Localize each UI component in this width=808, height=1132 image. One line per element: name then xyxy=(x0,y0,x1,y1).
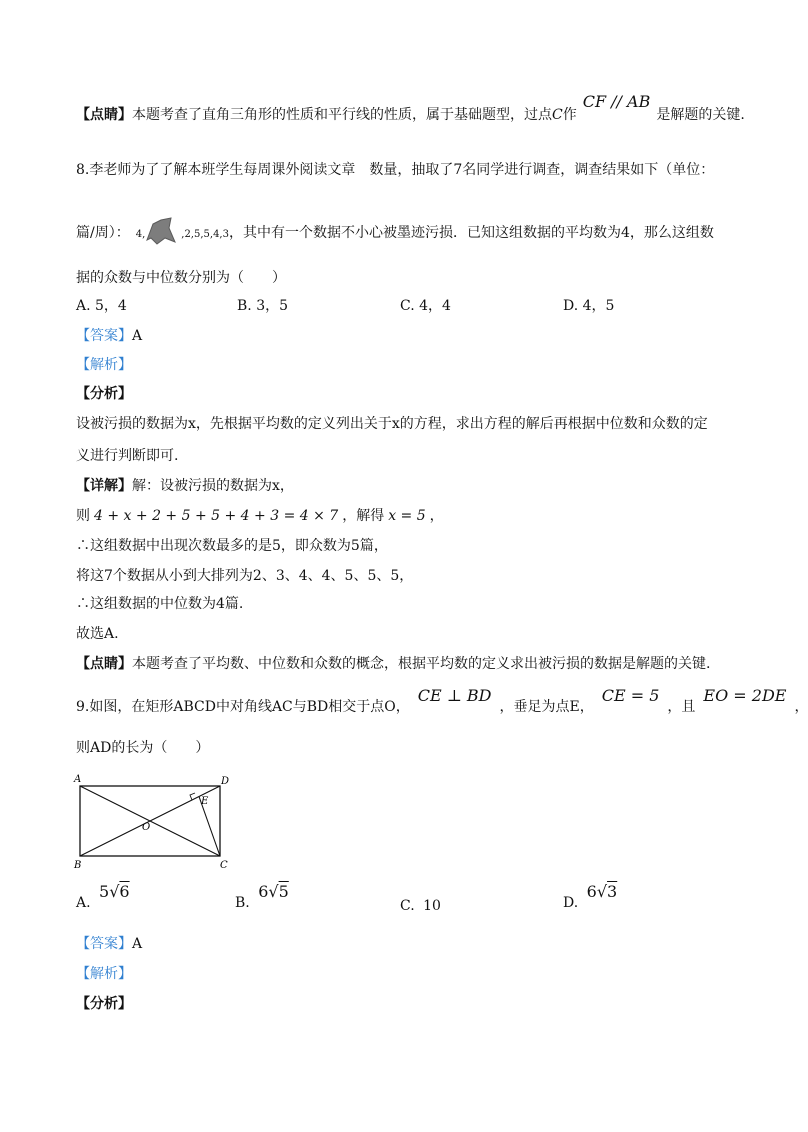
rectangle-figure xyxy=(70,772,240,872)
q8-analysis-tag xyxy=(76,355,132,375)
q9-stem-line2: 则AD的长为（ ） xyxy=(76,740,210,756)
q8-choice-c: C. 4，4 xyxy=(400,298,451,314)
analysis-tag: 【解析】 xyxy=(76,357,132,373)
formula: CE ⊥ BD xyxy=(417,686,492,705)
q8-note xyxy=(76,654,710,674)
q8-detail-1 xyxy=(76,476,294,496)
answer-tag: 【答案】 xyxy=(76,936,132,952)
q8-choice-b: B. 3，5 xyxy=(237,298,289,314)
data-value: 4, xyxy=(135,229,146,240)
answer-value: A xyxy=(132,328,143,344)
answer-value: A xyxy=(132,936,143,952)
q8-fenxi-tag xyxy=(76,384,132,404)
q8-detail-3: ∴这组数据中出现次数最多的是5，即众数为5篇， xyxy=(76,538,388,554)
stem-text: ，其中有一个数据不小心被墨迹污损．已知这组数据的平均数为4，那么这组数 xyxy=(228,225,714,241)
data-values: ,2,5,5,4,3 xyxy=(181,229,229,240)
coefficient: 6 xyxy=(586,882,597,901)
fenxi-tag: 【分析】 xyxy=(76,996,132,1012)
q9-choice-a xyxy=(76,882,130,913)
q9-fenxi-tag xyxy=(76,994,132,1014)
q9-choice-b xyxy=(235,882,289,913)
stem-text: ，垂足为点E， xyxy=(499,699,594,715)
q9-choice-c xyxy=(400,896,441,916)
formula: CE = 5 xyxy=(601,686,660,705)
note-tag: 【点睛】 xyxy=(76,656,132,672)
radicand: 5 xyxy=(278,882,289,901)
coefficient: 6 xyxy=(258,882,269,901)
q7-note xyxy=(76,92,745,125)
choice-letter: C. xyxy=(400,898,415,914)
stem-text: 篇/周）： xyxy=(76,225,130,241)
q8-stem-line1: 8.李老师为了了解本班学生每周课外阅读文章 数量，抽取了7名同学进行调查，调查结果如下（单位： xyxy=(76,162,715,178)
radical-expression: 6√5 xyxy=(258,882,289,901)
detail-text: 解：设被污损的数据为x， xyxy=(132,478,294,494)
choice-letter: B. xyxy=(235,895,250,911)
detail-text: ，解得 xyxy=(342,508,385,524)
q8-detail-4: 将这7个数据从小到大排列为2、3、4、4、5、5、5， xyxy=(76,568,414,584)
choice-letter: A. xyxy=(76,895,91,911)
q8-fenxi-2: 义进行判断即可. xyxy=(76,448,179,464)
radical-expression: 5√6 xyxy=(99,882,130,901)
label-a: A xyxy=(74,774,82,785)
stem-text: ，且 xyxy=(667,699,696,715)
q9-choice-d xyxy=(563,882,618,913)
q9-answer xyxy=(76,934,142,954)
q9-stem-line1 xyxy=(76,686,808,717)
q8-detail-5: ∴这组数据的中位数为4篇. xyxy=(76,596,244,612)
formula: EO = 2DE xyxy=(703,686,787,705)
choice-letter: D. xyxy=(563,895,579,911)
note-text: 本题考查了平均数、中位数和众数的概念，根据平均数的定义求出被污损的数据是解题的关键. xyxy=(132,656,711,672)
q8-choice-d: D. 4，5 xyxy=(563,298,615,314)
q8-answer xyxy=(76,326,142,346)
q9-analysis-tag xyxy=(76,964,132,984)
q8-stem-line2 xyxy=(76,220,714,246)
choice-value: 10 xyxy=(423,898,441,914)
q8-stem-line3: 据的众数与中位数分别为（ ） xyxy=(76,270,286,286)
detail-tag: 【详解】 xyxy=(76,478,132,494)
ink-smudge-icon xyxy=(145,216,181,242)
coefficient: 5 xyxy=(99,882,110,901)
q8-detail-6: 故选A. xyxy=(76,626,119,642)
note-tag: 【点睛】 xyxy=(76,107,132,123)
note-text: 本题考查了直角三角形的性质和平行线的性质，属于基础题型，过点 xyxy=(132,107,552,123)
equation: x = 5 xyxy=(388,508,426,524)
label-e: E xyxy=(201,796,209,807)
radicand: 6 xyxy=(119,882,130,901)
stem-text: 9.如图，在矩形ABCD中对角线AC与BD相交于点O， xyxy=(76,699,410,715)
analysis-tag: 【解析】 xyxy=(76,966,132,982)
detail-text: 则 xyxy=(76,508,90,524)
label-d: D xyxy=(221,776,230,787)
equation: 4 + x + 2 + 5 + 5 + 4 + 3 = 4 × 7 xyxy=(94,508,339,524)
detail-text: ， xyxy=(429,508,444,524)
label-o: O xyxy=(142,822,151,833)
formula: CF // AB xyxy=(582,92,651,111)
note-text: 作 xyxy=(562,107,577,123)
label-c: C xyxy=(220,860,228,871)
point-label: C xyxy=(552,107,563,123)
answer-tag: 【答案】 xyxy=(76,328,132,344)
stem-text: ， xyxy=(794,699,808,715)
note-text: 是解题的关键. xyxy=(656,107,745,123)
q8-detail-2 xyxy=(76,506,444,526)
radical-expression: 6√3 xyxy=(586,882,618,901)
radicand: 3 xyxy=(607,882,618,901)
q8-fenxi-1: 设被污损的数据为x，先根据平均数的定义列出关于x的方程，求出方程的解后再根据中位数和众数的定 xyxy=(76,416,708,432)
fenxi-tag: 【分析】 xyxy=(76,386,132,402)
q8-choice-a: A. 5，4 xyxy=(76,298,127,314)
label-b: B xyxy=(74,860,82,871)
